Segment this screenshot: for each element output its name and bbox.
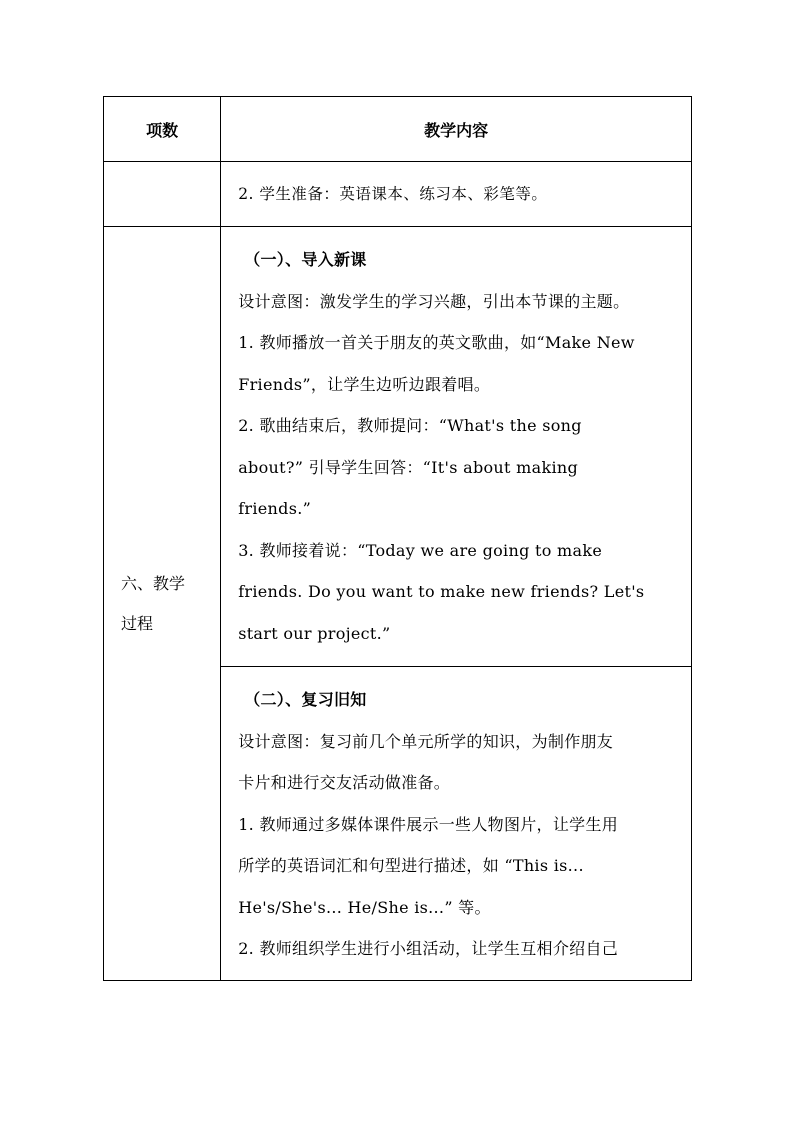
prep-empty-cell xyxy=(104,162,221,227)
section2-line: 卡片和进行交友活动做准备。 xyxy=(238,773,451,792)
section1-line: friends.” xyxy=(238,499,312,518)
header-row xyxy=(104,97,692,162)
section1-title: （一）、导入新课 xyxy=(244,250,367,269)
section1-row xyxy=(104,227,692,667)
section2-line: 所学的英语词汇和句型进行描述，如 “This is... xyxy=(238,856,584,875)
lesson-plan-table xyxy=(103,96,692,981)
header-item-number: 项数 xyxy=(104,97,221,162)
section1-cell xyxy=(221,227,692,667)
section2-title: （二）、复习旧知 xyxy=(244,690,367,709)
section2-cell xyxy=(221,667,692,981)
section2-line: He's/She's... He/She is...” 等。 xyxy=(238,897,491,917)
section2-line: 设计意图：复习前几个单元所学的知识，为制作朋友 xyxy=(238,731,614,751)
section1-line: Friends”，让学生边听边跟着唱。 xyxy=(238,374,491,394)
section2-line: 1. 教师通过多媒体课件展示一些人物图片，让学生用 xyxy=(238,814,619,834)
prep-row xyxy=(104,162,692,227)
header-teaching-content: 教学内容 xyxy=(221,97,692,162)
section2-line: 2. 教师组织学生进行小组活动，让学生互相介绍自己 xyxy=(238,939,619,958)
section1-line: 2. 歌曲结束后，教师提问：“What's the song xyxy=(238,416,582,435)
section1-line: 3. 教师接着说：“Today we are going to make xyxy=(238,540,603,560)
section1-line: 1. 教师播放一首关于朋友的英文歌曲，如“Make New xyxy=(238,333,635,352)
stage-label-line1: 六、教学 xyxy=(121,573,186,593)
student-prep-text: 2. 学生准备：英语课本、练习本、彩笔等。 xyxy=(238,185,548,203)
section1-line: about?” 引导学生回答：“It's about making xyxy=(238,457,579,477)
prep-cell xyxy=(221,162,692,227)
section1-line: friends. Do you want to make new friends? Let's xyxy=(238,582,645,601)
section1-line: start our project.” xyxy=(238,623,391,643)
stage-cell xyxy=(104,227,221,981)
stage-label-line2: 过程 xyxy=(121,613,154,633)
section1-line: 设计意图：激发学生的学习兴趣，引出本节课的主题。 xyxy=(238,291,630,311)
